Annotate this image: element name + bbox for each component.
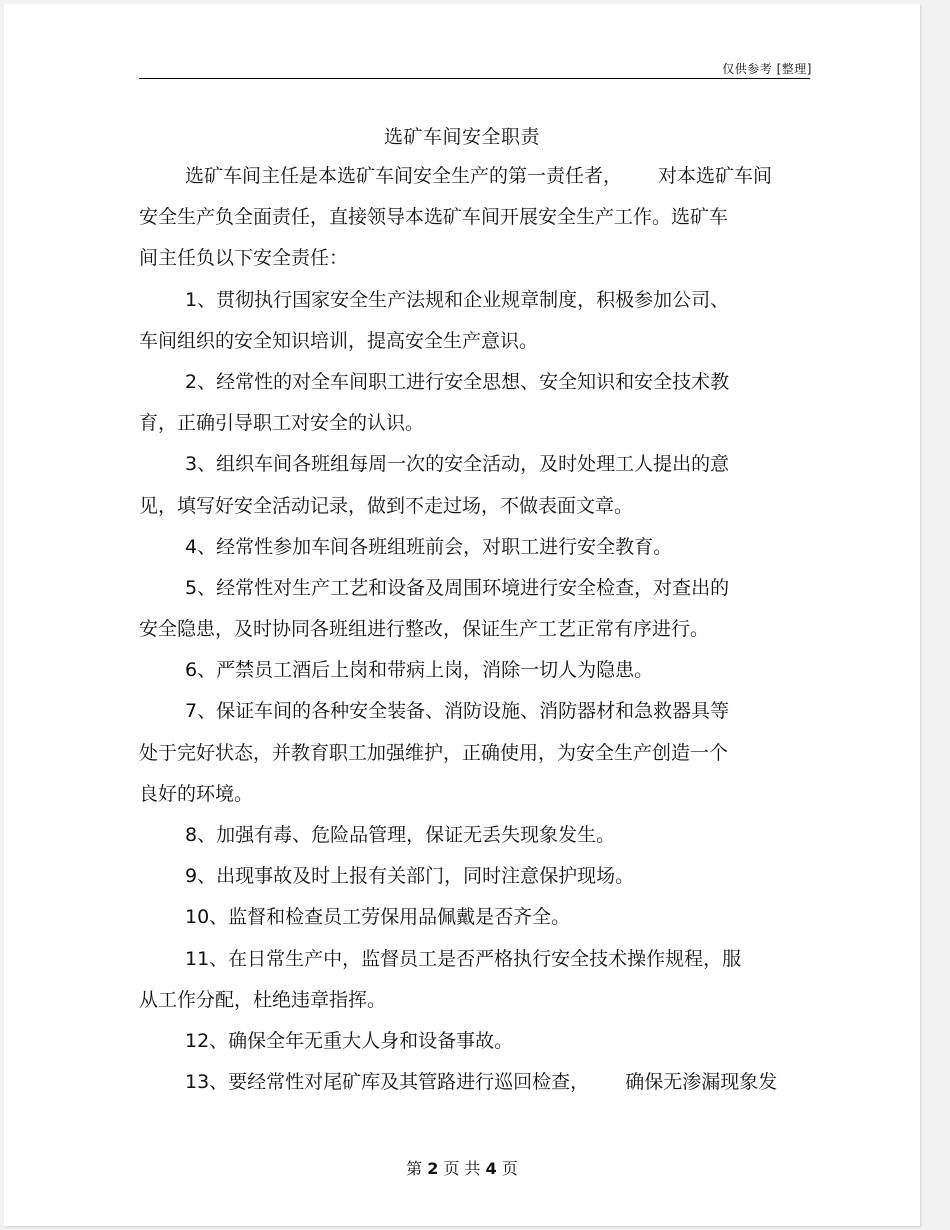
- current-page-number: 2: [427, 1159, 439, 1178]
- list-item-line: 10、监督和检查员工劳保用品佩戴是否齐全。: [185, 906, 571, 929]
- list-item-line: 9、出现事故及时上报有关部门，同时注意保护现场。: [185, 865, 635, 888]
- list-item-line: 安全隐患，及时协同各班组进行整改，保证生产工艺正常有序进行。: [139, 618, 710, 641]
- list-item-line: 11、在日常生产中，监督员工是否严格执行安全技术操作规程，服: [185, 947, 742, 970]
- paragraph-line: 安全生产负全面责任，直接领导本选矿车间开展安全生产工作。选矿车: [139, 206, 729, 229]
- text-segment: 确保无渗漏现象发: [625, 1071, 778, 1094]
- header-divider: [139, 78, 810, 79]
- footer-prefix: 第: [406, 1159, 423, 1178]
- text-segment: 对本选矿车间: [658, 165, 773, 187]
- list-item-line: 4、经常性参加车间各班组班前会，对职工进行安全教育。: [185, 535, 673, 558]
- document-title: 选矿车间安全职责: [383, 126, 540, 148]
- list-item-line: 12、确保全年无重大人身和设备事故。: [185, 1029, 514, 1052]
- paragraph-line: [139, 156, 819, 197]
- header-tag: [整理]: [776, 62, 812, 76]
- total-page-number: 4: [485, 1159, 497, 1178]
- list-item-line: 7、保证车间的各种安全装备、消防设施、消防器材和急救器具等: [185, 700, 730, 723]
- list-item-line: 良好的环境。: [139, 782, 254, 805]
- list-item-line: 车间组织的安全知识培训，提高安全生产意识。: [139, 329, 539, 352]
- page-header: [722, 60, 812, 77]
- header-label: 仅供参考: [722, 62, 773, 76]
- list-item-line: 2、经常性的对全车间职工进行安全思想、安全知识和安全技术教: [185, 370, 730, 393]
- list-item-line: 处于完好状态，并教育职工加强维护，正确使用，为安全生产创造一个: [139, 741, 729, 764]
- footer-suffix: 页: [501, 1159, 518, 1178]
- list-item-line: 8、加强有毒、危险品管理，保证无丢失现象发生。: [185, 824, 616, 846]
- text-segment: 13、要经常性对尾矿库及其管路进行巡回检查，: [185, 1071, 590, 1094]
- list-item-line: 育，正确引导职工对安全的认识。: [139, 412, 425, 435]
- page-footer: [4, 1156, 920, 1179]
- list-item-line: 1、贯彻执行国家安全生产法规和企业规章制度，积极参加公司、: [185, 288, 730, 311]
- list-item-line: 见，填写好安全活动记录，做到不走过场，不做表面文章。: [139, 494, 634, 517]
- paragraph-line: 间主任负以下安全责任：: [139, 247, 349, 270]
- footer-mid: 页 共: [443, 1159, 481, 1178]
- text-segment: 选矿车间主任是本选矿车间安全生产的第一责任者，: [185, 165, 623, 187]
- document-page: [4, 4, 920, 1226]
- document-body: [139, 156, 819, 1103]
- list-item-line: 3、组织车间各班组每周一次的安全活动，及时处理工人提出的意: [185, 453, 730, 476]
- list-item-line: [139, 1062, 819, 1103]
- list-item-line: 从工作分配，杜绝违章指挥。: [139, 988, 387, 1011]
- list-item-line: 5、经常性对生产工艺和设备及周围环境进行安全检查，对查出的: [185, 576, 730, 599]
- list-item-line: 6、严禁员工酒后上岗和带病上岗，消除一切人为隐患。: [185, 659, 654, 682]
